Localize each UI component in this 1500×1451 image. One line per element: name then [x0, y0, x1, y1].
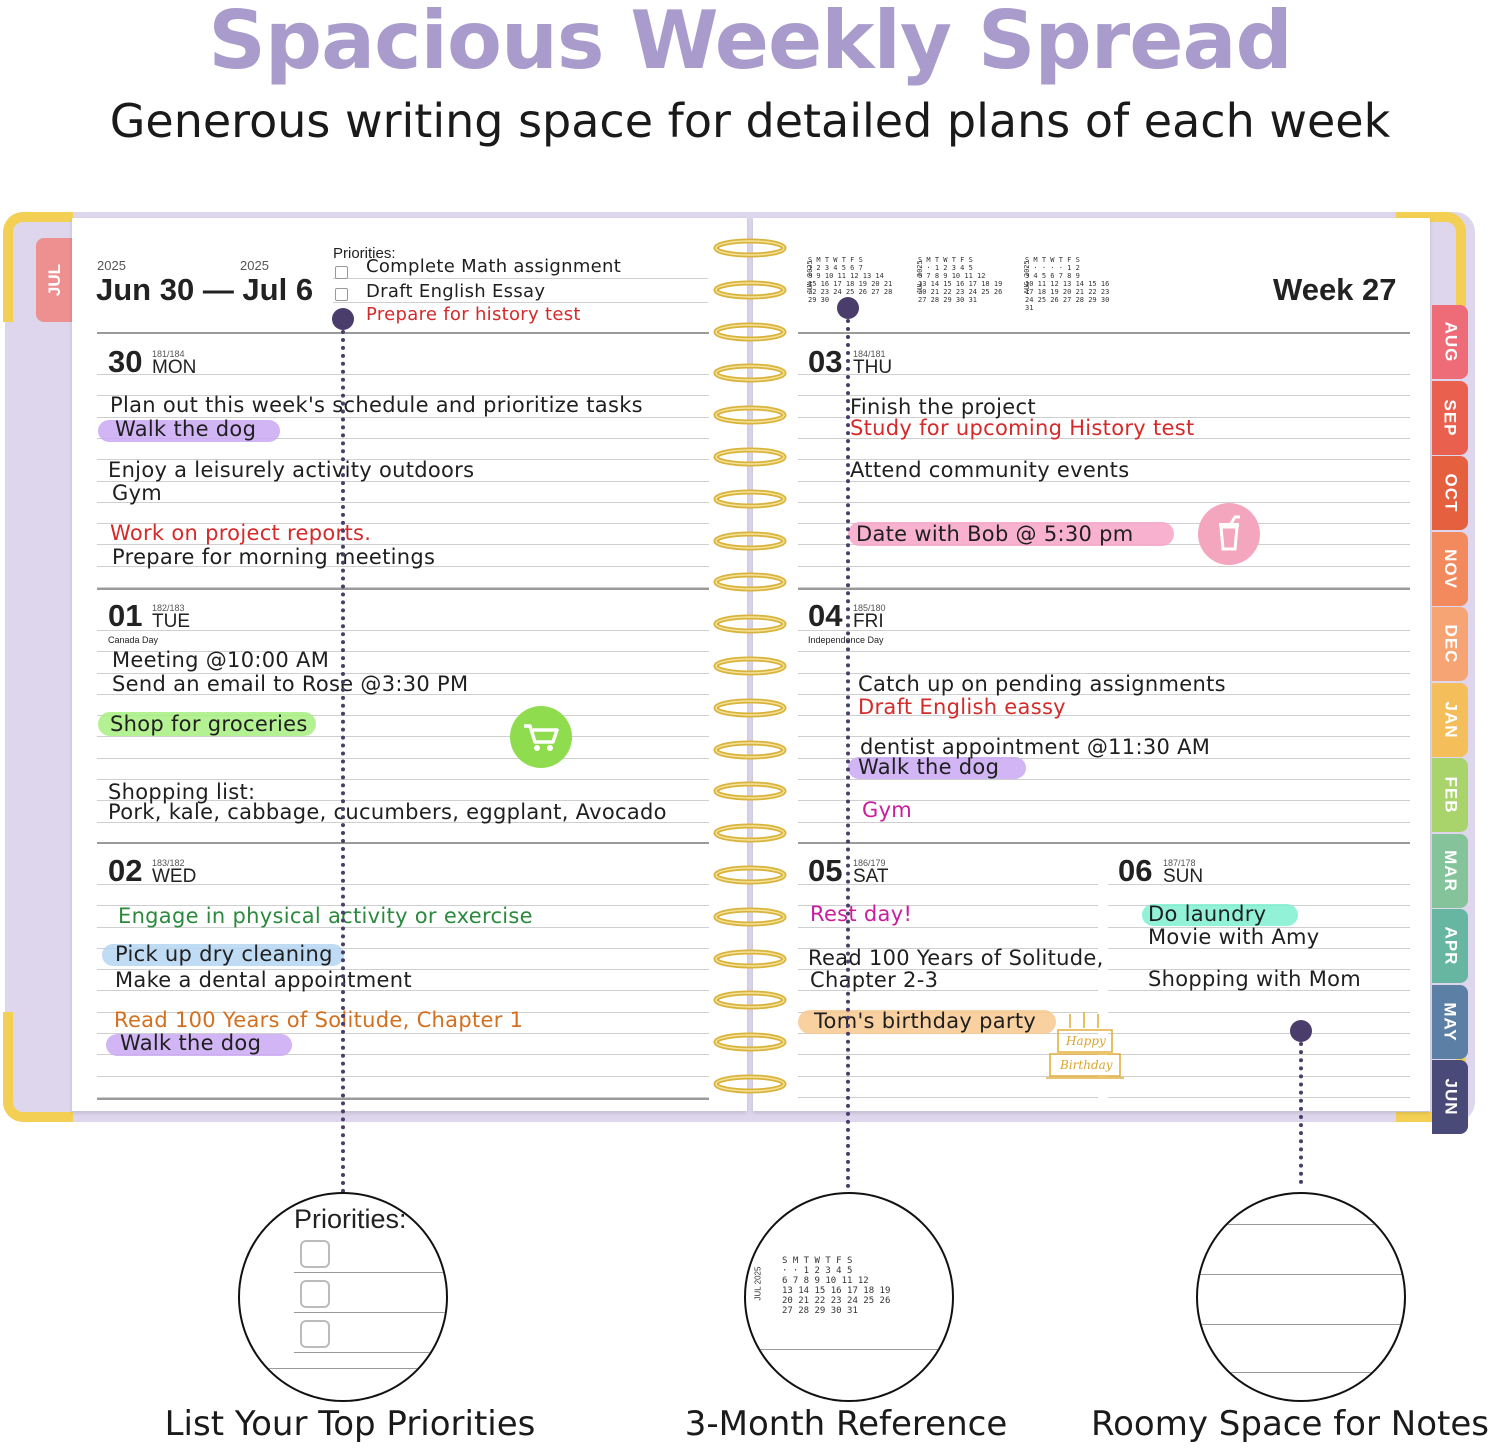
ruled-line [1108, 1076, 1410, 1077]
ruled-line [97, 502, 709, 503]
page-subtitle: Generous writing space for detailed plans of each week [109, 94, 1391, 148]
mini-calendar-week: 3 4 5 6 7 8 9 [1025, 272, 1080, 280]
zoom-priorities-label: Priorities: [294, 1204, 407, 1234]
zoom-rule [240, 1368, 448, 1369]
month-tab-label: MAY [1441, 1002, 1460, 1042]
zoom-rule [294, 1352, 448, 1353]
shopping-cart-icon [510, 706, 572, 768]
month-tab-label: SEP [1441, 399, 1460, 437]
entry: Pork, kale, cabbage, cucumbers, eggplant, Avocado [108, 800, 667, 824]
entry: Gym [862, 798, 913, 822]
entry: Rest day! [810, 902, 913, 926]
day-number: 05 [808, 853, 843, 888]
day-of-year: 181/184 [152, 349, 185, 359]
entry: Enjoy a leisurely activity outdoors [108, 458, 475, 482]
entry: Finish the project [850, 395, 1036, 419]
holiday-label: Independence Day [808, 635, 884, 645]
callout-dot [1290, 1020, 1312, 1042]
ruled-line [97, 842, 709, 844]
mini-calendar-month-label: JUL 2025 [916, 260, 924, 294]
mini-calendar-weekdays: S M T W T F S [808, 256, 863, 264]
zoom-rule [746, 1349, 954, 1350]
callout-line [846, 319, 850, 1189]
spiral-ring [712, 280, 788, 300]
day-name: THU [853, 357, 893, 378]
day-name: SAT [853, 866, 889, 887]
month-tab-label: OCT [1441, 473, 1461, 513]
entry: Movie with Amy [1148, 925, 1320, 949]
entry: Send an email to Rose @3:30 PM [112, 672, 469, 696]
mini-calendar-month-label: JUN 2025 [806, 260, 814, 294]
month-tab-label: APR [1441, 926, 1460, 966]
caption-priorities: List Your Top Priorities [164, 1404, 536, 1444]
mini-calendar-week: · · · · · 1 2 [1025, 264, 1080, 272]
day-number: 06 [1118, 853, 1153, 888]
day-of-year: 184/181 [853, 349, 886, 359]
day-name: WED [152, 866, 197, 887]
day-name: SUN [1163, 866, 1204, 887]
priority-checkbox[interactable] [335, 266, 348, 279]
week-number: Week 27 [1273, 272, 1397, 307]
zoom-checkbox [300, 1320, 330, 1348]
ruled-line [798, 779, 1410, 780]
priority-checkbox[interactable] [335, 288, 348, 301]
spiral-ring [712, 238, 788, 258]
entry: Pick up dry cleaning [115, 942, 333, 966]
ruled-line [798, 822, 1410, 823]
zoom-rule [294, 1312, 448, 1313]
entry: Draft English eassy [858, 695, 1066, 719]
entry: Prepare for morning meetings [112, 545, 436, 569]
zoom-circle-calendar [744, 1192, 954, 1402]
holiday-label: Canada Day [108, 635, 159, 645]
mini-calendar-week: · · 1 2 3 4 5 [918, 264, 973, 272]
entry: Do laundry [1148, 902, 1267, 926]
ruled-line [798, 630, 1410, 631]
mini-calendar-week: 1 2 3 4 5 6 7 [808, 264, 863, 272]
spiral-ring [712, 949, 788, 969]
spiral-ring [712, 907, 788, 927]
entry: Engage in physical activity or exercise [118, 904, 533, 928]
entry: Walk the dog [858, 755, 1000, 779]
end-year: 2025 [240, 258, 269, 273]
callout-dot [837, 297, 859, 319]
zoom-calendar-week: · · 1 2 3 4 5 [782, 1266, 853, 1276]
spiral-ring [712, 740, 788, 760]
month-tab-may[interactable] [1432, 985, 1468, 1059]
month-tab-aug[interactable] [1432, 305, 1468, 379]
month-tab-apr[interactable] [1432, 909, 1468, 983]
zoom-checkbox [300, 1280, 330, 1308]
day-name: TUE [152, 611, 190, 632]
day-number: 04 [808, 598, 843, 633]
spiral-ring [712, 823, 788, 843]
entry: Shopping list: [108, 780, 256, 804]
priority-item: Draft English Essay [366, 281, 546, 302]
month-tab-label: JAN [1441, 701, 1461, 739]
day-of-year: 183/182 [152, 858, 185, 868]
month-tab-sep[interactable] [1432, 381, 1468, 455]
mini-calendar-week: 6 7 8 9 10 11 12 [918, 272, 986, 280]
entry: Date with Bob @ 5:30 pm [856, 522, 1134, 546]
birthday-cake-icon [1044, 1008, 1126, 1088]
mini-calendar-week: 24 25 26 27 28 29 30 [1025, 296, 1110, 304]
ruled-line [97, 332, 709, 334]
caption-notes: Roomy Space for Notes [1091, 1404, 1489, 1444]
month-tab-label: MAR [1441, 850, 1460, 892]
ruled-line [798, 502, 1410, 503]
month-tab-oct[interactable] [1432, 456, 1468, 530]
spiral-ring [712, 656, 788, 676]
ruled-line [97, 1098, 709, 1100]
zoom-calendar-week: 13 14 15 16 17 18 19 [782, 1286, 891, 1296]
spiral-ring [712, 447, 788, 467]
month-tab-jul[interactable] [36, 238, 74, 322]
ruled-line [1108, 1054, 1410, 1055]
caption-calendar: 3-Month Reference [684, 1404, 1008, 1444]
mini-calendar-week: 17 18 19 20 21 22 23 [1025, 288, 1110, 296]
priority-item: Prepare for history test [366, 304, 581, 325]
entry: Shopping with Mom [1148, 967, 1362, 991]
mini-calendar-week: 22 23 24 25 26 27 28 [808, 288, 893, 296]
ruled-line [97, 588, 709, 590]
entry: Catch up on pending assignments [858, 672, 1226, 696]
day-name: FRI [853, 611, 884, 632]
zoom-calendar-week: 27 28 29 30 31 [782, 1306, 858, 1316]
mini-calendar-week: 13 14 15 16 17 18 19 [918, 280, 1003, 288]
month-tab-label: NOV [1441, 549, 1460, 589]
mini-calendar-week: 31 [1025, 304, 1034, 312]
mini-calendar-month-label: AUG 2025 [1023, 260, 1031, 294]
month-tab-label: FEB [1441, 776, 1460, 814]
ruled-line [1108, 884, 1410, 885]
ruled-line [798, 927, 1098, 928]
month-tab-label: AUG [1441, 321, 1460, 363]
month-tab-feb[interactable] [1432, 758, 1468, 832]
spiral-ring [712, 865, 788, 885]
ruled-line [1108, 1033, 1410, 1034]
zoom-circle-notes [1196, 1192, 1406, 1402]
mini-calendar-week: 20 21 22 23 24 25 26 [918, 288, 1003, 296]
spiral-ring [712, 1032, 788, 1052]
zoom-rule [1198, 1324, 1406, 1325]
spiral-ring [712, 322, 788, 342]
ruled-line [97, 736, 709, 737]
day-of-year: 182/183 [152, 603, 185, 613]
zoom-circle-priorities [238, 1192, 448, 1402]
zoom-rule [294, 1272, 448, 1273]
ruled-line [1108, 1097, 1410, 1098]
entry: Read 100 Years of Solitude, Chapter 1 [114, 1008, 524, 1032]
callout-line [1299, 1042, 1303, 1184]
entry: Meeting @10:00 AM [112, 648, 330, 672]
month-tab-nov[interactable] [1432, 532, 1468, 606]
page-title: Spacious Weekly Spread [208, 0, 1292, 87]
entry: Plan out this week's schedule and prioritize tasks [110, 393, 643, 417]
start-year: 2025 [97, 258, 126, 273]
ruled-line [798, 588, 1410, 590]
entry: Read 100 Years of Solitude, [808, 946, 1104, 970]
mini-calendar-week: 10 11 12 13 14 15 16 [1025, 280, 1110, 288]
spiral-ring [712, 489, 788, 509]
day-number: 02 [108, 853, 143, 888]
drink-cup-icon [1198, 503, 1260, 565]
spiral-ring [712, 405, 788, 425]
spiral-ring [712, 990, 788, 1010]
ruled-line [798, 566, 1410, 567]
zoom-checkbox [300, 1240, 330, 1268]
ruled-line [798, 332, 1410, 334]
ruled-line [798, 651, 1410, 652]
mini-calendar-week: 15 16 17 18 19 20 21 [808, 280, 893, 288]
zoom-rule [1198, 1372, 1406, 1373]
entry: dentist appointment @11:30 AM [860, 735, 1211, 759]
mini-calendar-weekdays: S M T W T F S [918, 256, 973, 264]
ruled-line [798, 1097, 1098, 1098]
corner-guard-bottom-left [3, 1012, 73, 1122]
entry: Chapter 2-3 [810, 968, 939, 992]
month-tab-label: DEC [1441, 624, 1460, 664]
month-tab-label: JUL [45, 263, 64, 297]
mini-calendar-week: 8 9 10 11 12 13 14 [808, 272, 884, 280]
entry: Make a dental appointment [115, 968, 412, 992]
zoom-calendar-week: 20 21 22 23 24 25 26 [782, 1296, 891, 1306]
mini-calendar-week: 29 30 [808, 296, 830, 304]
spiral-ring [712, 781, 788, 801]
ruled-line [333, 278, 708, 279]
mini-calendar-week: 27 28 29 30 31 [918, 296, 978, 304]
zoom-calendar-month: JUL 2025 [753, 1266, 763, 1301]
ruled-line [1108, 1012, 1410, 1013]
entry: Shop for groceries [110, 712, 308, 736]
ruled-line [333, 302, 708, 303]
month-tab-jun[interactable] [1432, 1060, 1468, 1134]
zoom-calendar-weekdays: S M T W T F S [782, 1256, 853, 1266]
day-number: 01 [108, 598, 143, 633]
callout-line [341, 330, 345, 1194]
spiral-ring [712, 531, 788, 551]
month-tab-dec[interactable] [1432, 607, 1468, 681]
entry: Attend community events [850, 458, 1130, 482]
day-name: MON [152, 357, 197, 378]
month-tab-mar[interactable] [1432, 834, 1468, 908]
week-date-range: Jun 30 — Jul 6 [96, 272, 314, 307]
spiral-ring [712, 698, 788, 718]
day-number: 03 [808, 344, 843, 379]
day-number: 30 [108, 344, 143, 379]
ruled-line [97, 1076, 709, 1077]
spiral-ring [712, 614, 788, 634]
day-of-year: 186/179 [853, 858, 886, 868]
month-tab-jan[interactable] [1432, 683, 1468, 757]
entry: Work on project reports. [110, 521, 372, 545]
month-tab-label: JUN [1441, 1078, 1461, 1116]
entry: Walk the dog [120, 1031, 262, 1055]
callout-dot [332, 308, 354, 330]
entry: Gym [112, 481, 163, 505]
spiral-ring [712, 1074, 788, 1094]
entry: Tom's birthday party [814, 1009, 1037, 1033]
priority-item: Complete Math assignment [366, 256, 622, 277]
day-of-year: 185/180 [853, 603, 886, 613]
ruled-line [798, 842, 1410, 844]
priorities-label: Priorities: [333, 245, 396, 262]
zoom-rule [1198, 1274, 1406, 1275]
spiral-ring [712, 363, 788, 383]
zoom-rule [1198, 1224, 1406, 1225]
entry: Study for upcoming History test [850, 416, 1195, 440]
zoom-calendar-week: 6 7 8 9 10 11 12 [782, 1276, 869, 1286]
ruled-line [97, 758, 709, 759]
birthday-text: Birthday [1060, 1058, 1113, 1072]
mini-calendar-weekdays: S M T W T F S [1025, 256, 1080, 264]
day-of-year: 187/178 [1163, 858, 1196, 868]
birthday-text: Happy [1066, 1034, 1106, 1048]
entry: Walk the dog [115, 417, 257, 441]
ruled-line [798, 884, 1098, 885]
spiral-ring [712, 572, 788, 592]
